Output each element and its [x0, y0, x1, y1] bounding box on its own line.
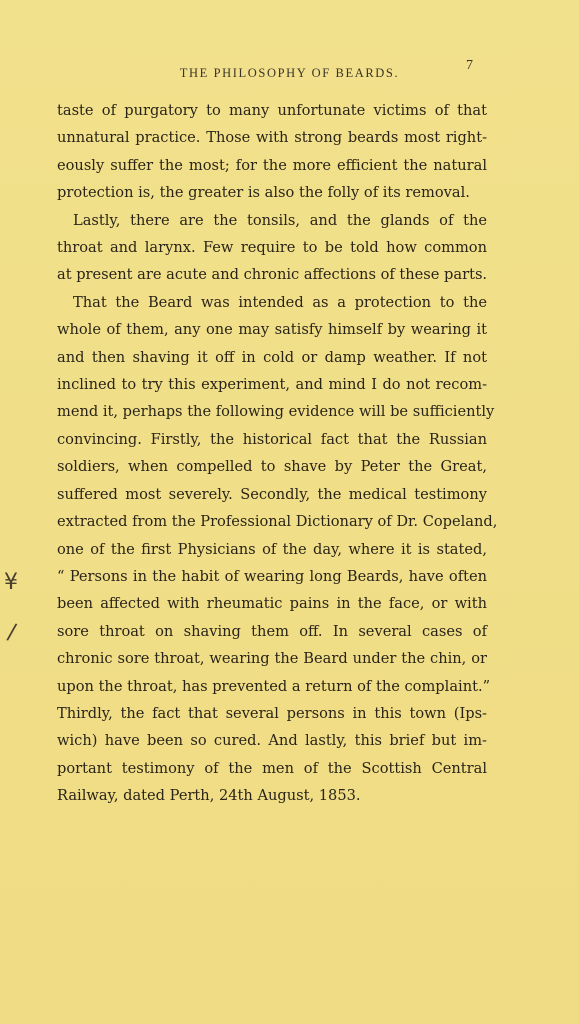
text-line: suffered most severely. Secondly, the medical testimony: [57, 485, 487, 503]
text-line: “ Persons in the habit of wearing long Beards, have often: [57, 567, 487, 585]
text-line: convincing. Firstly, the historical fact that the Russian: [57, 430, 487, 448]
text-line: Thirdly, the fact that several persons in this town (Ips-: [57, 704, 487, 722]
text-line: at present are acute and chronic affections of these parts.: [57, 266, 488, 284]
text-line: one of the first Physicians of the day, where it is stated,: [57, 540, 487, 558]
text-line: wich) have been so cured. And lastly, this brief but im-: [57, 732, 487, 750]
text-line: Railway, dated Perth, 24th August, 1853.: [57, 787, 361, 805]
text-line: That the Beard was intended as a protection to the: [73, 293, 487, 311]
text-line: and then shaving it off in cold or damp weather. If not: [57, 348, 487, 366]
margin-annotation-mark: /: [5, 619, 18, 646]
text-line: sore throat on shaving them off. In several cases of: [57, 622, 487, 640]
text-line: protection is, the greater is also the folly of its removal.: [57, 184, 470, 202]
text-line: upon the throat, has prevented a return of the complaint.”: [57, 677, 491, 695]
text-line: throat and larynx. Few require to be told how common: [57, 239, 487, 257]
page-number: 7: [466, 58, 473, 73]
text-line: chronic sore throat, wearing the Beard under the chin, or: [57, 650, 487, 668]
running-head: THE PHILOSOPHY OF BEARDS.: [179, 66, 400, 80]
text-line: been affected with rheumatic pains in the face, or with: [57, 595, 487, 613]
body-text: [57, 97, 498, 810]
text-line: soldiers, when compelled to shave by Peter the Great,: [57, 458, 487, 476]
text-line: portant testimony of the men of the Scottish Central: [57, 759, 487, 777]
text-line: extracted from the Professional Dictionary of Dr. Copeland,: [57, 513, 498, 531]
text-line: mend it, perhaps the following evidence will be sufficiently: [57, 403, 495, 421]
text-line: whole of them, any one may satisfy himself by wearing it: [57, 321, 487, 339]
text-line: Lastly, there are the tonsils, and the glands of the: [73, 211, 487, 229]
text-line: eously suffer the most; for the more efficient the natural: [57, 156, 487, 174]
text-line: taste of purgatory to many unfortunate victims of that: [57, 102, 487, 119]
margin-annotation-mark: ¥: [4, 570, 18, 595]
text-line: unnatural practice. Those with strong beards most right-: [57, 129, 487, 147]
text-line: inclined to try this experiment, and mind I do not recom-: [57, 376, 487, 394]
